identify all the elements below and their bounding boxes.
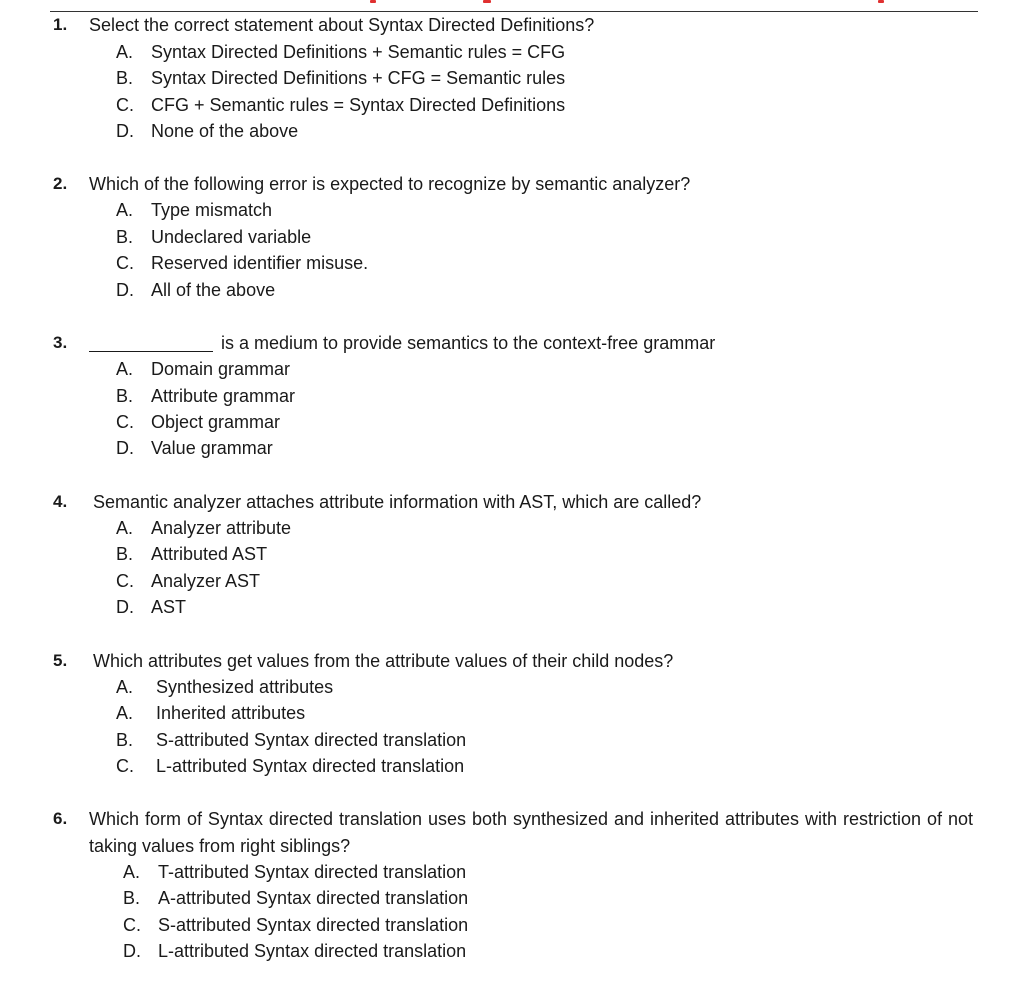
option-text: AST bbox=[151, 597, 187, 617]
question-number: 2. bbox=[53, 174, 68, 193]
option-letter: D. bbox=[123, 941, 141, 961]
option-text: L-attributed Syntax directed translation bbox=[156, 756, 465, 776]
option-text: A-attributed Syntax directed translation bbox=[158, 888, 469, 908]
question-text: Select the correct statement about Syntax Directed Definitions? bbox=[89, 15, 595, 35]
option-text: Analyzer attribute bbox=[151, 518, 292, 538]
option-text: All of the above bbox=[151, 280, 276, 300]
option-text: Object grammar bbox=[151, 412, 281, 432]
question-text: Which of the following error is expected to recognize by semantic analyzer? bbox=[89, 174, 691, 194]
option-letter: C. bbox=[116, 412, 134, 432]
option-text: CFG + Semantic rules = Syntax Directed Definitions bbox=[151, 95, 566, 115]
option-letter: D. bbox=[116, 121, 134, 141]
option-letter: A. bbox=[116, 677, 134, 697]
header-accent-mark bbox=[370, 0, 376, 3]
option-text: Analyzer AST bbox=[151, 571, 261, 591]
question-text: Which form of Syntax directed translation uses both synthesized and inherited attributes with restriction of not taking values from right siblings? bbox=[89, 809, 973, 856]
header-accent-mark bbox=[878, 0, 884, 3]
option-text: S-attributed Syntax directed translation bbox=[156, 730, 467, 750]
option-text: Syntax Directed Definitions + CFG = Semantic rules bbox=[151, 68, 566, 88]
option-text: None of the above bbox=[151, 121, 299, 141]
option-letter: C. bbox=[116, 253, 134, 273]
option-text: Synthesized attributes bbox=[156, 677, 334, 697]
option-letter: D. bbox=[116, 438, 134, 458]
option-text: Attributed AST bbox=[151, 544, 268, 564]
option-letter: A. bbox=[116, 200, 134, 220]
option-text: Inherited attributes bbox=[156, 703, 306, 723]
option-letter: B. bbox=[116, 386, 134, 406]
question-text: Semantic analyzer attaches attribute information with AST, which are called? bbox=[93, 492, 702, 512]
option-letter: C. bbox=[123, 915, 141, 935]
option-letter: B. bbox=[116, 730, 134, 750]
option-text: L-attributed Syntax directed translation bbox=[158, 941, 467, 961]
question-line bbox=[89, 330, 715, 357]
question-text: Which attributes get values from the attribute values of their child nodes? bbox=[93, 651, 674, 671]
option-letter: A. bbox=[116, 359, 134, 379]
option-letter: C. bbox=[116, 95, 134, 115]
option-letter: A. bbox=[116, 42, 134, 62]
option-letter: C. bbox=[116, 756, 134, 776]
option-text: S-attributed Syntax directed translation bbox=[158, 915, 469, 935]
option-text: Undeclared variable bbox=[151, 227, 312, 247]
question-number: 4. bbox=[53, 492, 68, 511]
option-text: Type mismatch bbox=[151, 200, 273, 220]
question-number: 6. bbox=[53, 809, 68, 828]
option-letter: C. bbox=[116, 571, 134, 591]
option-letter: D. bbox=[116, 280, 134, 300]
question-number: 3. bbox=[53, 333, 68, 352]
question-number: 5. bbox=[53, 651, 68, 670]
header-accent-mark bbox=[483, 0, 491, 3]
option-letter: D. bbox=[116, 597, 134, 617]
option-letter: B. bbox=[123, 888, 141, 908]
option-text: Syntax Directed Definitions + Semantic rules = CFG bbox=[151, 42, 566, 62]
option-letter: A. bbox=[123, 862, 141, 882]
option-letter: A. bbox=[116, 518, 134, 538]
option-text: Attribute grammar bbox=[151, 386, 296, 406]
option-letter: B. bbox=[116, 544, 134, 564]
question-number: 1. bbox=[53, 15, 68, 34]
question-text: is a medium to provide semantics to the context-free grammar bbox=[221, 333, 716, 353]
option-letter: B. bbox=[116, 227, 134, 247]
option-text: T-attributed Syntax directed translation bbox=[158, 862, 467, 882]
option-letter: A. bbox=[116, 703, 134, 723]
option-text: Reserved identifier misuse. bbox=[151, 253, 369, 273]
option-text: Domain grammar bbox=[151, 359, 291, 379]
fill-in-blank bbox=[89, 333, 213, 352]
option-letter: B. bbox=[116, 68, 134, 88]
option-text: Value grammar bbox=[151, 438, 273, 458]
